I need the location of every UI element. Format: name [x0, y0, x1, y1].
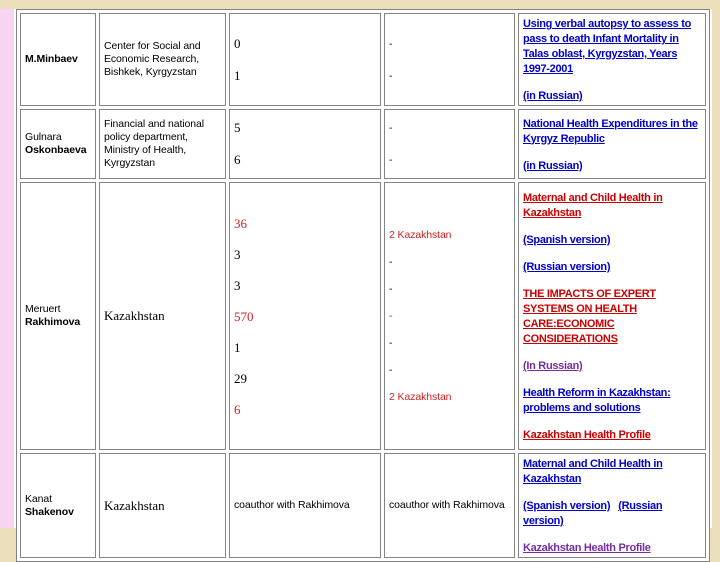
count-value: 1 [234, 339, 241, 355]
note-cell [384, 453, 515, 558]
author-name: M.Minbaev [25, 53, 78, 65]
table-row-rakhimova [20, 182, 706, 450]
link-verbal-autopsy[interactable]: Using verbal autopsy to assess to pass to death Infant Mortality in Talas oblast, Kyrgyzstan, Years 1997-2001 [523, 18, 691, 75]
affiliation-cell [99, 109, 226, 179]
link-kazakhstan-health-profile[interactable]: Kazakhstan Health Profile [523, 542, 651, 554]
note-value: 2 Kazakhstan [389, 390, 452, 403]
links-cell [518, 109, 706, 179]
link-in-russian-2[interactable]: (in Russian) [523, 159, 583, 172]
count-value: 29 [234, 370, 247, 386]
coauthor-note: coauthor with Rakhimova [389, 499, 505, 511]
link-maternal-child-health[interactable]: Maternal and Child Health in Kazakhstan [523, 458, 663, 485]
count-value: 0 [234, 35, 241, 51]
link-national-health-expenditures[interactable]: National Health Expenditures in the Kyrgyz Republic [523, 117, 698, 145]
link-maternal-child-health-red[interactable]: Maternal and Child Health in Kazakhstan [523, 192, 663, 219]
name-cell [20, 182, 96, 450]
note-value: - [389, 309, 393, 322]
link-in-russian-3[interactable]: (In Russian) [523, 360, 583, 372]
author-last-name: Rakhimova [25, 316, 81, 328]
link-spanish-version[interactable]: (Spanish version) [523, 234, 611, 246]
note-cell [384, 109, 515, 179]
note-value: - [389, 282, 393, 295]
link-spanish-version-2[interactable]: (Spanish version) [523, 500, 611, 512]
authors-publications-table [16, 9, 710, 562]
page-area [0, 9, 712, 554]
links-cell [518, 453, 706, 558]
coauthor-note: coauthor with Rakhimova [234, 499, 350, 511]
count-cell [229, 182, 381, 450]
table-row-shakenov [20, 453, 706, 558]
note-cell [384, 182, 515, 450]
link-expert-systems[interactable]: THE IMPACTS OF EXPERT SYSTEMS ON HEALTH CARE:ECONOMIC CONSIDERATIONS [523, 288, 656, 345]
link-health-reform[interactable]: Health Reform in Kazakhstan: problems and solutions [523, 387, 671, 414]
link-kazakhstan-health-profile-red[interactable]: Kazakhstan Health Profile [523, 429, 651, 441]
count-cell [229, 13, 381, 106]
count-value: 3 [234, 246, 241, 262]
count-cell [229, 453, 381, 558]
affiliation-text: Financial and national policy department, Ministry of Health, Kyrgyzstan [104, 118, 204, 169]
affiliation-text: Kazakhstan [104, 308, 165, 323]
name-cell [20, 109, 96, 179]
link-russian-version[interactable]: (Russian version) [523, 261, 611, 273]
table-row-minbaev [20, 13, 706, 106]
note-value: - [389, 37, 393, 50]
name-cell [20, 13, 96, 106]
affiliation-cell [99, 13, 226, 106]
note-cell [384, 13, 515, 106]
page-left-strip [0, 9, 14, 528]
link-in-russian-1[interactable]: (in Russian) [523, 90, 583, 102]
author-first-name: Gulnara [25, 131, 62, 143]
count-value: 36 [234, 215, 247, 231]
links-cell [518, 182, 706, 450]
author-last-name: Oskonbaeva [25, 144, 87, 156]
count-value: 3 [234, 277, 241, 293]
affiliation-cell [99, 182, 226, 450]
count-value: 5 [234, 120, 241, 135]
author-first-name: Kanat [25, 492, 52, 505]
note-value: - [389, 122, 393, 134]
name-cell [20, 453, 96, 558]
affiliation-cell [99, 453, 226, 558]
table-row-oskonbaeva [20, 109, 706, 179]
note-value: - [389, 336, 393, 349]
count-value: 1 [234, 67, 241, 83]
links-cell [518, 13, 706, 106]
note-value: - [389, 363, 393, 376]
count-value: 6 [234, 401, 241, 417]
note-value: - [389, 69, 393, 82]
author-last-name: Shakenov [25, 505, 74, 518]
affiliation-text: Kazakhstan [104, 497, 165, 513]
count-cell [229, 109, 381, 179]
count-value: 6 [234, 152, 241, 167]
count-value: 570 [234, 308, 254, 324]
author-first-name: Meruert [25, 303, 61, 315]
affiliation-text: Center for Social and Economic Research, Bishkek, Kyrgyzstan [104, 40, 201, 78]
link-russian-version-2[interactable]: (Russian version) [523, 500, 663, 527]
note-value: 2 Kazakhstan [389, 228, 452, 241]
note-value: - [389, 154, 393, 166]
note-value: - [389, 255, 393, 268]
